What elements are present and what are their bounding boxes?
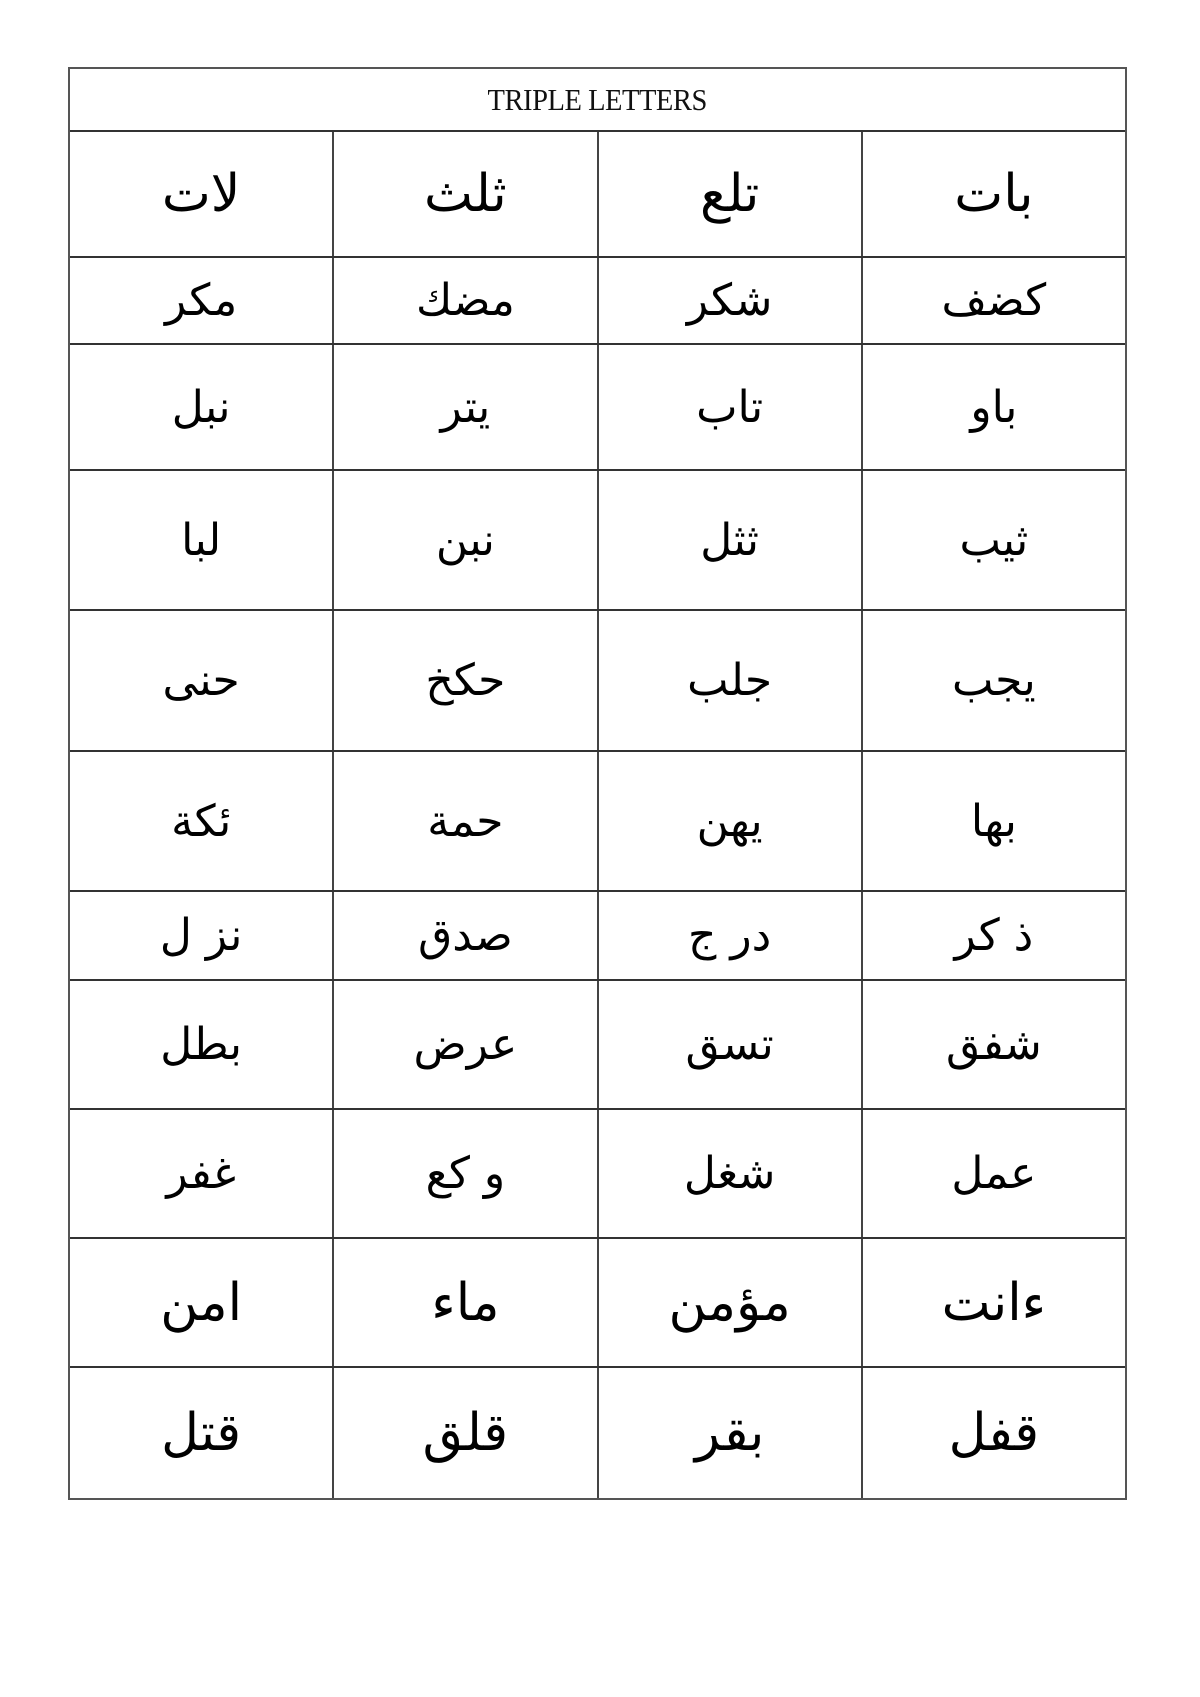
word-cell: قتل xyxy=(161,1403,242,1463)
table-row xyxy=(70,1368,1125,1498)
table-header xyxy=(70,69,1125,132)
word-cell: يتر xyxy=(332,345,596,469)
word-cell: لبا xyxy=(181,514,222,566)
word-cell: ءانت xyxy=(861,1239,1125,1366)
word-cell: نبن xyxy=(332,471,596,609)
word-cell: ئكة xyxy=(171,795,232,847)
word-cell: حكخ xyxy=(332,611,596,750)
word-cell: شغل xyxy=(597,1110,861,1237)
table-body xyxy=(70,132,1125,1498)
table-row xyxy=(70,752,1125,892)
word-cell: و كع xyxy=(332,1110,596,1237)
word-cell: بات xyxy=(861,132,1125,256)
word-cell: در ج xyxy=(597,892,861,979)
word-cell: مكر xyxy=(165,275,238,326)
word-cell: تاب xyxy=(597,345,861,469)
word-cell: عرض xyxy=(332,981,596,1108)
word-cell: غفر xyxy=(166,1148,236,1199)
table-row xyxy=(70,1110,1125,1239)
word-cell: يجب xyxy=(861,611,1125,750)
word-cell: عمل xyxy=(861,1110,1125,1237)
table-row xyxy=(70,132,1125,258)
table-title: TRIPLE LETTERS xyxy=(487,81,708,117)
word-cell: مضك xyxy=(332,258,596,343)
word-cell: شكر xyxy=(597,258,861,343)
table-row xyxy=(70,471,1125,611)
word-cell: قفل xyxy=(861,1368,1125,1498)
word-cell: ثلث xyxy=(332,132,596,256)
word-cell: يهن xyxy=(597,752,861,890)
word-cell: حنى xyxy=(162,655,240,706)
triple-letters-table xyxy=(68,67,1127,1500)
table-row xyxy=(70,345,1125,471)
word-cell: بها xyxy=(861,752,1125,890)
word-cell: امن xyxy=(160,1272,243,1333)
word-cell: بطل xyxy=(160,1019,242,1070)
word-cell: حمة xyxy=(332,752,596,890)
table-row xyxy=(70,981,1125,1110)
word-cell: نز ل xyxy=(159,910,243,961)
word-cell: باو xyxy=(861,345,1125,469)
table-row xyxy=(70,1239,1125,1368)
word-cell: كضف xyxy=(861,258,1125,343)
word-cell: مؤمن xyxy=(597,1239,861,1366)
table-row xyxy=(70,258,1125,345)
word-cell: ثيب xyxy=(861,471,1125,609)
word-cell: قلق xyxy=(332,1368,596,1498)
word-cell: بقر xyxy=(597,1368,861,1498)
table-row xyxy=(70,892,1125,981)
word-cell: لات xyxy=(161,164,241,224)
word-cell: نبل xyxy=(171,381,231,433)
word-cell: جلب xyxy=(597,611,861,750)
word-cell: تلع xyxy=(597,132,861,256)
word-cell: ذ كر xyxy=(861,892,1125,979)
word-cell: شفق xyxy=(861,981,1125,1108)
word-cell: تسق xyxy=(597,981,861,1108)
table-row xyxy=(70,611,1125,752)
word-cell: ماء xyxy=(332,1239,596,1366)
word-cell: صدق xyxy=(332,892,596,979)
word-cell: ثثل xyxy=(597,471,861,609)
